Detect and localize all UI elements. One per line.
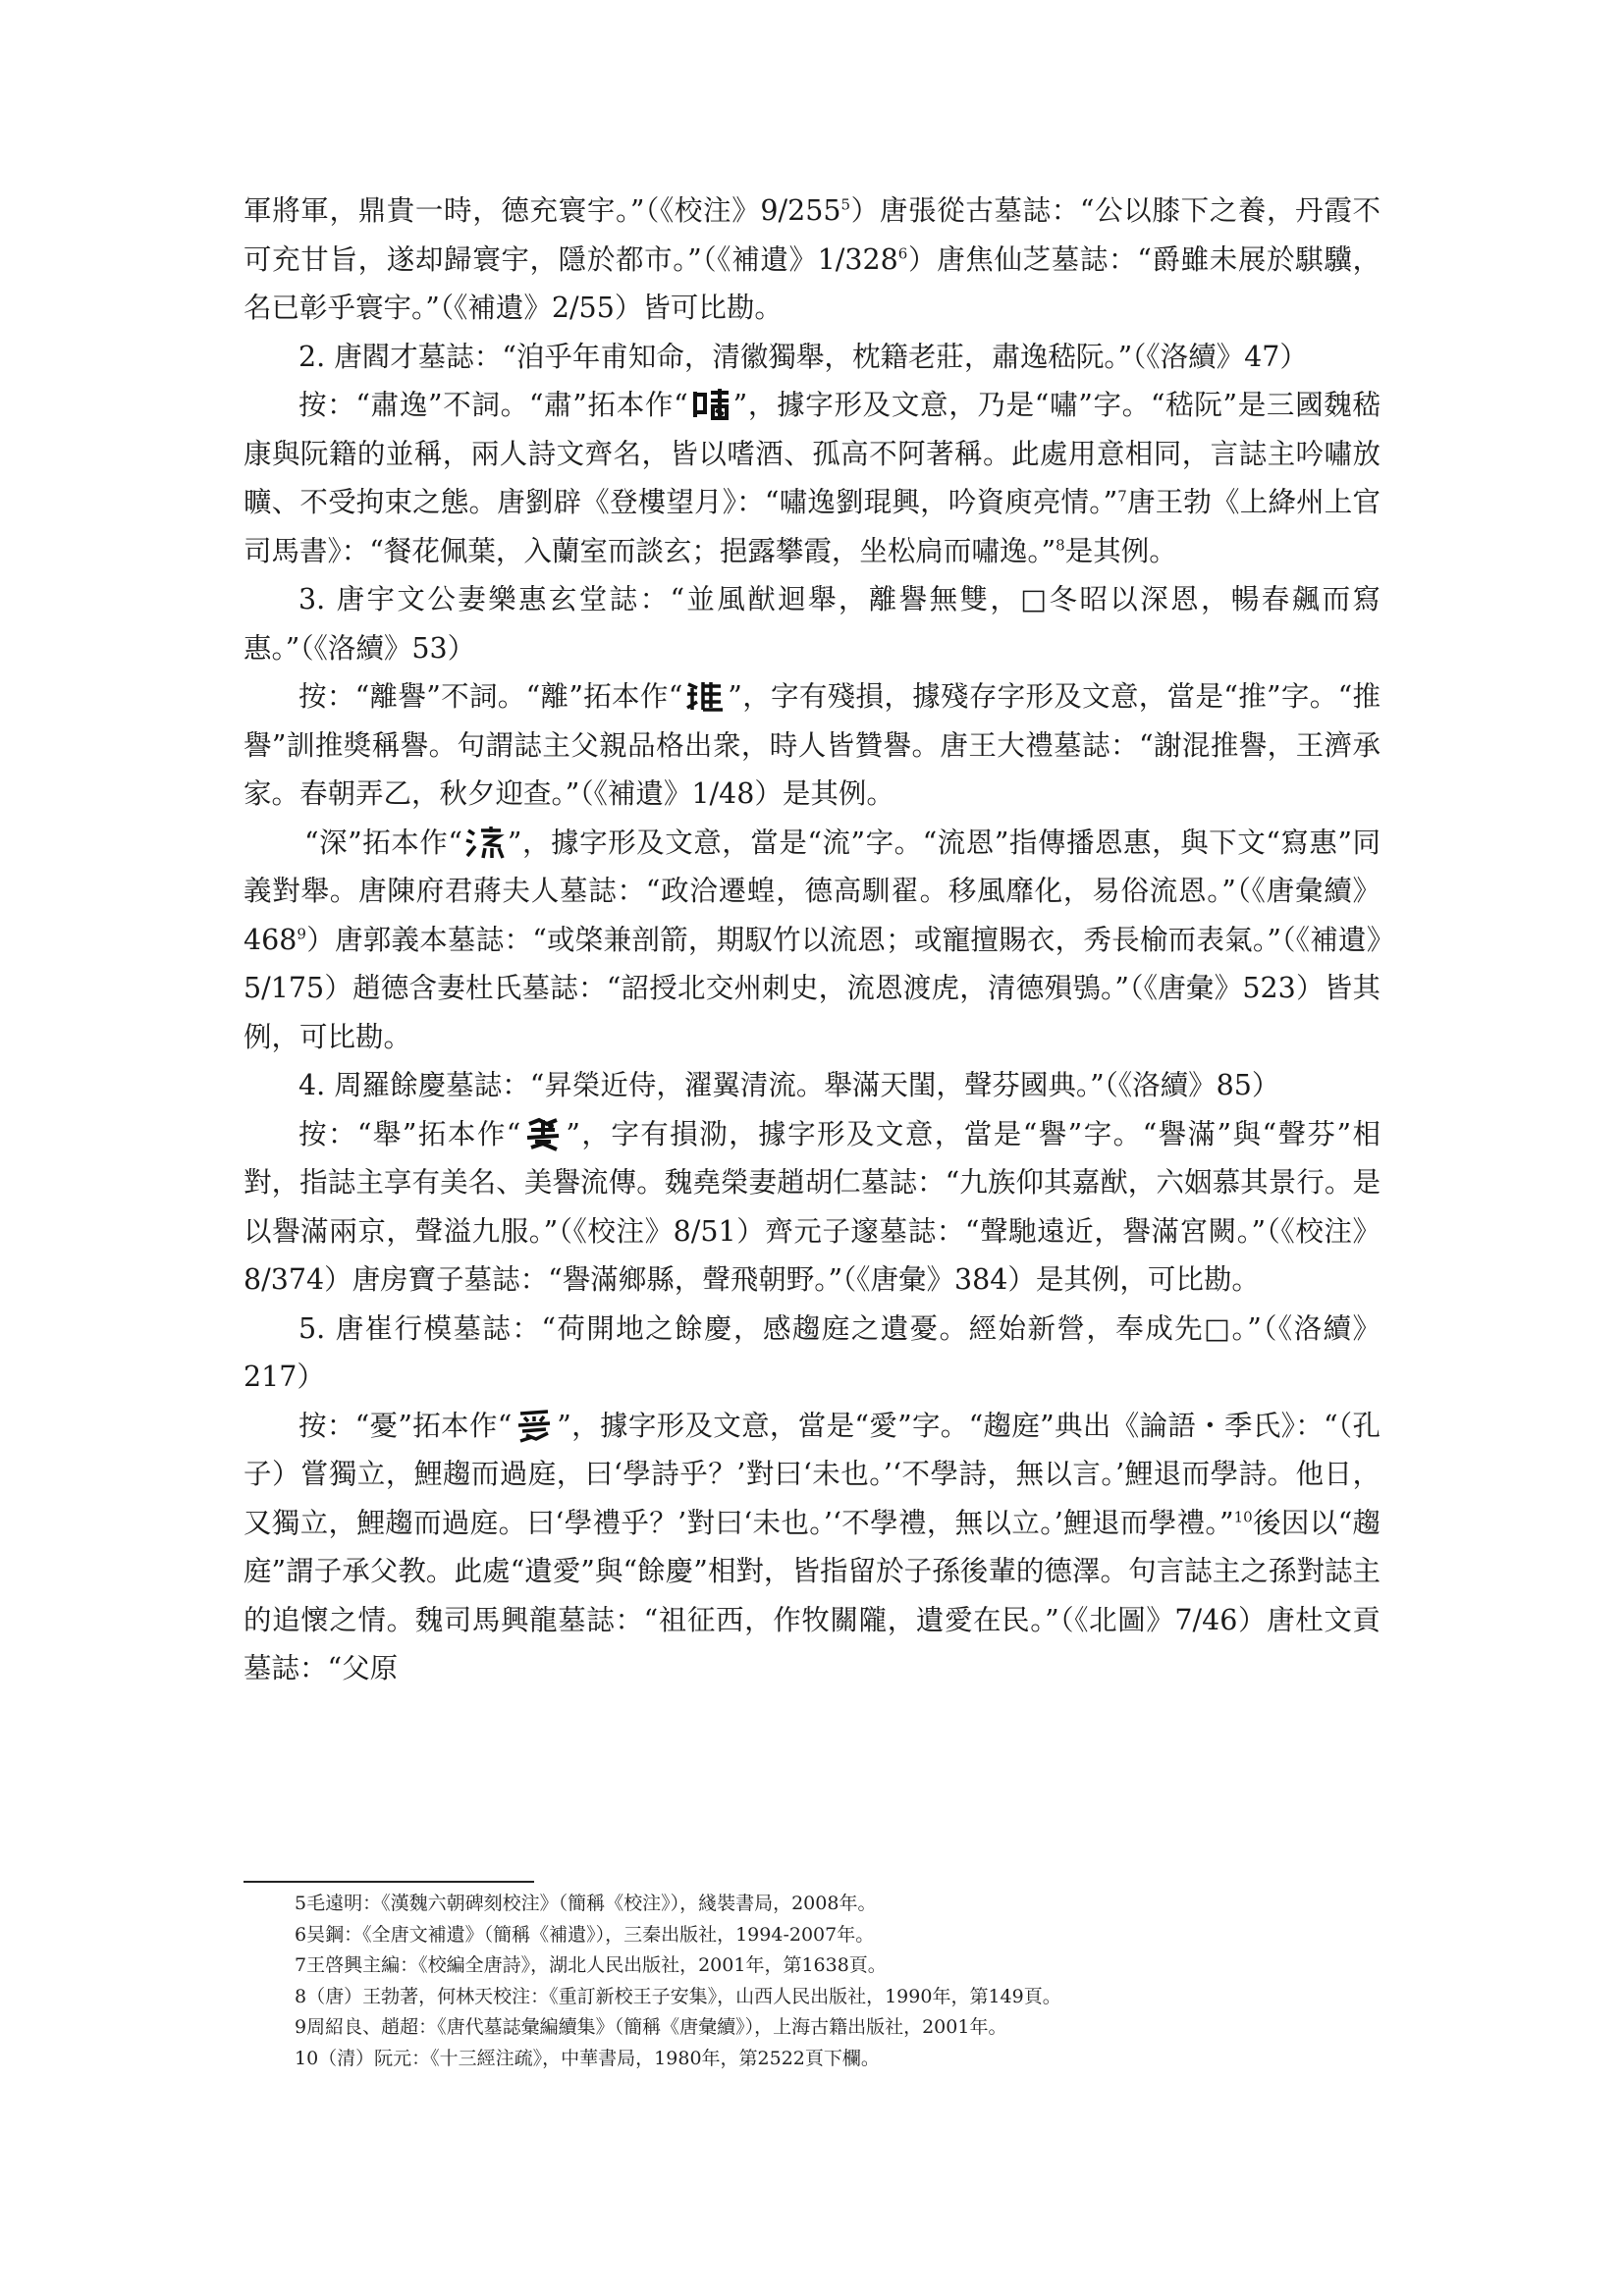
entry-4-note: 按：“舉”拓本作“ ”，字有損泐，據字形及文意，當是“譽”字。“譽滿”與“聲芬”相對，指誌主享有美名、美譽流傳。魏堯榮妻趙胡仁墓誌：“九族仰其嘉猷，六姻慕其景行。是以譽滿兩京，聲溢九服。”（《校注》8/51）齊元子邃墓誌：“聲馳遠近，譽滿宮闕。”（《校注》8/374）唐房寶子墓誌：“譽滿鄉縣，聲飛朝野。”（《唐彙》384）是其例，可比勘。 <box>244 1117 1380 1296</box>
footnote-ref-7[interactable]: 7 <box>1117 487 1127 506</box>
entry-3-quote: 3. 唐宇文公妻樂惠玄堂誌：“並風猷迴舉，離譽無雙，□冬昭以深恩，暢春飆而寫惠。”（《洛續》53） <box>244 583 1380 665</box>
footnotes <box>295 1889 1375 2075</box>
footnote-ref-9[interactable]: 9 <box>297 925 306 942</box>
footnote-6: 6吴鋼：《全唐文補遺》（簡稱《補遺》），三秦出版社，1994-2007年。 <box>295 1923 875 1946</box>
footnote-divider <box>244 1881 534 1883</box>
footnote-10: 10（清）阮元：《十三經注疏》，中華書局，1980年，第2522頁下欄。 <box>295 2047 880 2069</box>
footnote-ref-5[interactable]: 5 <box>840 195 851 214</box>
entry-3-note-a: 按：“離譽”不詞。“離”拓本作“ ”，字有殘損，據殘存字形及文意，當是“推”字。“推譽”訓推獎稱譽。句謂誌主父親品格出衆，時人皆贊譽。唐王大禮墓誌：“謝混推譽，王濟承家。春朝弄乙，秋夕迎查。”（《補遺》1/48）是其例。 <box>244 680 1380 810</box>
rubbing-ai-glyph <box>513 1408 556 1443</box>
footnote-ref-8[interactable]: 8 <box>1056 536 1065 554</box>
entry-5-quote: 5. 唐崔行模墓誌：“荷開地之餘慶，感趨庭之遺憂。經始新營，奉成先□。”（《洛續》217） <box>244 1311 1380 1393</box>
entry-2-note: 按：“肅逸”不詞。“肅”拓本作“ ”，據字形及文意，乃是“嘯”字。“嵇阮”是三國魏嵇康與阮籍的並稱，兩人詩文齊名，皆以嗜酒、孤高不阿著稱。此處用意相同，言誌主吟嘯放曠、不受拘束之態。唐劉辟《登樓望月》：“嘯逸劉琨興，吟資庾亮情。”$^7$唐王勃《上絳州上官司馬書》：“餐花佩葉，入蘭室而談玄；挹露攀霞，坐松扃而嘯逸。”$^8$是其例。 <box>244 389 1380 567</box>
entry-4-quote: 4. 周羅餘慶墓誌：“昇榮近侍，濯翼清流。舉滿天閨，聲芬國典。”（《洛續》85） <box>298 1069 1280 1101</box>
footnote-ref-10[interactable]: 10 <box>1233 1508 1253 1525</box>
entry-5-note: 按：“憂”拓本作“ ”，據字形及文意，當是“愛”字。“趨庭”典出《論語・季氏》：“（孔子）嘗獨立，鯉趨而過庭，曰‘學詩乎？’對曰‘未也。’‘不學詩，無以言。’鯉退而學詩。他日，又獨立，鯉趨而過庭。曰‘學禮乎？’對曰‘未也。’‘不學禮，無以立。’鯉退而學禮。”$^{10}$後因以“趨庭”謂子承父教。此處“遺愛”與“餘慶”相對，皆指留於子孫後輩的德澤。句言誌主之孫對誌主的追懷之情。魏司馬興龍墓誌：“祖征西，作牧關隴，遺愛在民。”（《北圖》7/46）唐杜文貢墓誌：“父原 <box>244 1409 1380 1684</box>
rubbing-tui-glyph <box>683 678 727 714</box>
rubbing-xiao-glyph <box>689 387 732 422</box>
paragraph-continuation: 軍將軍，鼎貴一時，德充寰宇。”（《校注》$9/255^5$）唐張從古墓誌：“公以膝下之養，丹霞不可充甘旨，遂却歸寰宇，隱於都市。”（《補遺》$1/328^6$）唐焦仙芝墓誌：“爵雖未展於騏驥，名已彰乎寰宇。”（《補遺》2/55）皆可比勘。 <box>244 194 1380 324</box>
entry-2-quote: 2. 唐閻才墓誌：“洎乎年甫知命，清徽獨舉，枕籍老莊，肅逸嵇阮。”（《洛續》47） <box>298 340 1308 373</box>
entry-3-note-b: “深”拓本作“ ”，據字形及文意，當是“流”字。“流恩”指傳播恩惠，與下文“寫惠”同義對舉。唐陳府君蔣夫人墓誌：“政洽遷蝗，德高馴翟。移風靡化，易俗流恩。”（《唐彙續》$468^9$）唐郭義本墓誌：“或棨兼剖箭，期馭竹以流恩；或寵擅賜衣，秀長榆而表氣。”（《補遺》5/175）趙德含妻杜氏墓誌：“詔授北交州刺史，流恩渡虎，清德殞鴞。”（《唐彙》523）皆其例，可比勘。 <box>244 826 1380 1053</box>
rubbing-liu-glyph <box>463 825 507 860</box>
body-text <box>244 187 1380 1693</box>
footnote-8: 8（唐）王勃著，何林天校注：《重訂新校王子安集》，山西人民出版社，1990年，第149頁。 <box>295 1985 1061 2007</box>
footnote-5: 5毛遠明：《漢魏六朝碑刻校注》（簡稱《校注》），綫裝書局，2008年。 <box>295 1893 877 1914</box>
footnote-9: 9周紹良、趙超：《唐代墓誌彙編續集》（簡稱《唐彙續》），上海古籍出版社，2001年。 <box>295 2016 1007 2039</box>
footnote-7: 7王啓興主編：《校編全唐詩》，湖北人民出版社，2001年，第1638頁。 <box>295 1954 887 1977</box>
rubbing-yu-glyph <box>521 1116 565 1151</box>
footnote-ref-6[interactable]: 6 <box>897 244 908 262</box>
